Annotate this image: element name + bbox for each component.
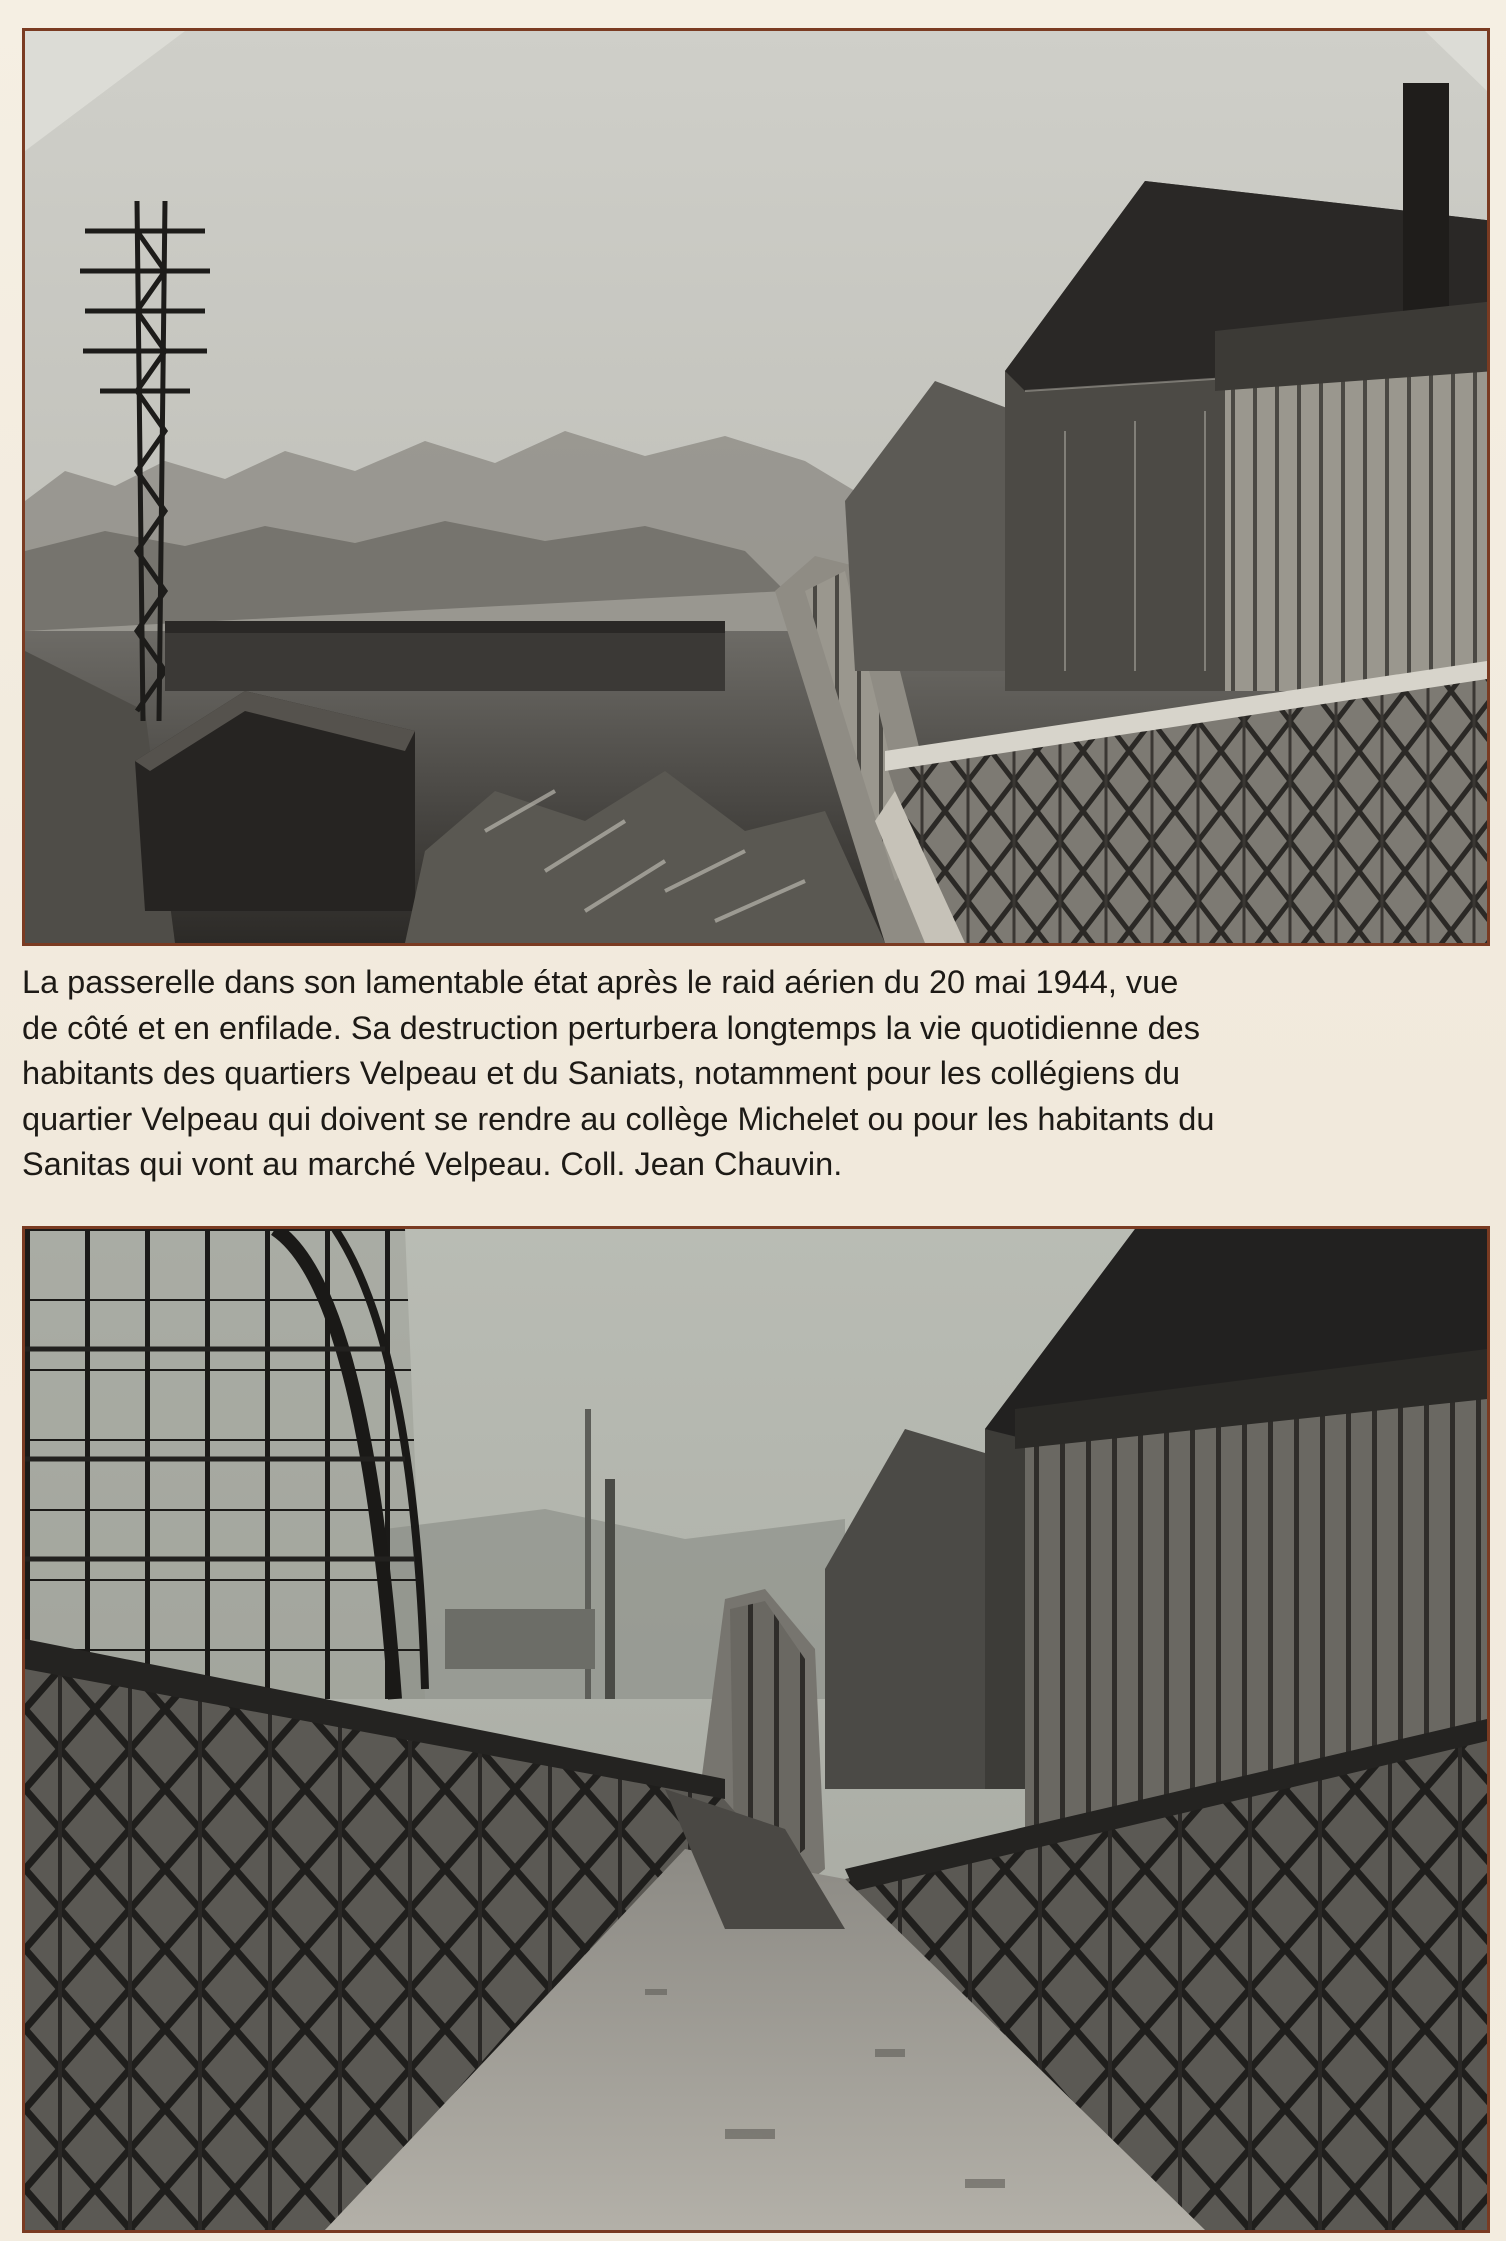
caption-line-2: de côté et en enfilade. Sa destruction perturbera longtemps la vie quotidienne des — [22, 1009, 1200, 1046]
caption-line-3: habitants des quartiers Velpeau et du Saniats, notamment pour les collégiens du — [22, 1055, 1181, 1091]
caption-line-1: La passerelle dans son lamentable état après le raid aérien du 20 mai 1944, vue — [22, 964, 1179, 1000]
photo-caption — [22, 960, 1492, 1188]
caption-line-4: quartier Velpeau qui doivent se rendre au collège Michelet ou pour les habitants du — [22, 1100, 1215, 1137]
caption-line-5: Sanitas qui vont au marché Velpeau. Coll. Jean Chauvin. — [22, 1146, 843, 1182]
photo-bridge-side-view-image — [25, 31, 1487, 943]
photo-bridge-deck-view — [22, 1226, 1490, 2233]
photo-bridge-deck-view-image — [25, 1229, 1487, 2230]
photo-bridge-side-view — [22, 28, 1490, 946]
